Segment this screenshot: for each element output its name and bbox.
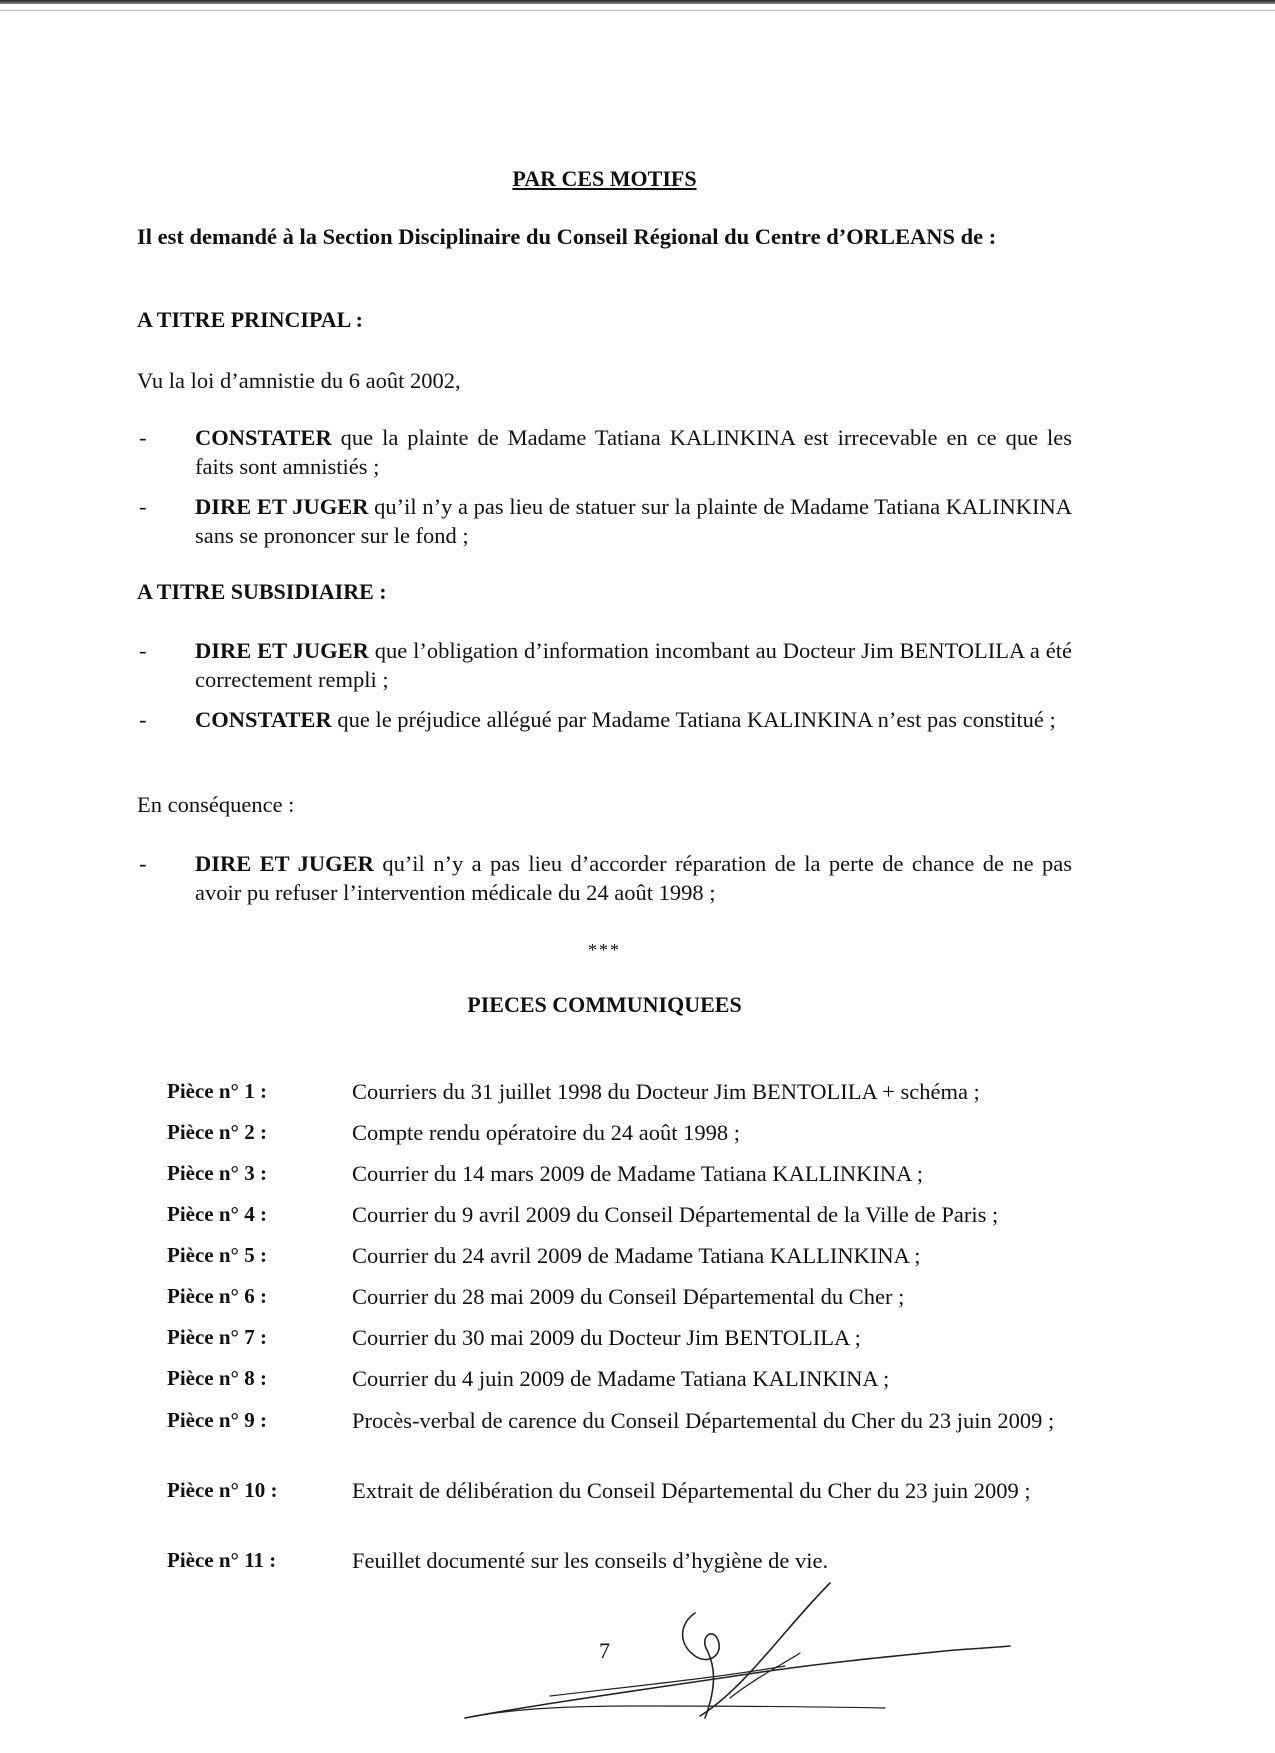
page-number: 7 bbox=[599, 1638, 610, 1663]
principal-heading: A TITRE PRINCIPAL : bbox=[137, 307, 363, 332]
piece-description: Courrier du 28 mai 2009 du Conseil Départemental du Cher ; bbox=[352, 1284, 905, 1309]
piece-label: Pièce n° 11 : bbox=[167, 1548, 277, 1572]
piece-description: Courrier du 9 avril 2009 du Conseil Départemental de la Ville de Paris ; bbox=[352, 1202, 999, 1227]
item-verb: DIRE ET JUGER bbox=[195, 851, 374, 876]
principal-preamble: Vu la loi d’amnistie du 6 août 2002, bbox=[137, 368, 461, 393]
item-text bbox=[195, 423, 1072, 481]
piece-description: Courrier du 14 mars 2009 de Madame Tatiana KALLINKINA ; bbox=[352, 1161, 923, 1186]
piece-label: Pièce n° 3 : bbox=[167, 1161, 267, 1185]
item-verb: CONSTATER bbox=[195, 425, 332, 450]
item-verb: DIRE ET JUGER bbox=[195, 494, 369, 519]
signature-icon bbox=[455, 1578, 1015, 1728]
item-text bbox=[195, 849, 1072, 907]
piece-label: Pièce n° 4 : bbox=[167, 1202, 267, 1226]
dash-marker: - bbox=[139, 638, 147, 663]
intro-paragraph: Il est demandé à la Section Disciplinaire du Conseil Régional du Centre d’ORLEANS de : bbox=[137, 224, 997, 249]
piece-label: Pièce n° 6 : bbox=[167, 1284, 267, 1308]
item-verb: DIRE ET JUGER bbox=[195, 638, 369, 663]
piece-description: Extrait de délibération du Conseil Départemental du Cher du 23 juin 2009 ; bbox=[352, 1478, 1031, 1503]
piece-description: Compte rendu opératoire du 24 août 1998 ; bbox=[352, 1120, 741, 1145]
piece-label: Pièce n° 8 : bbox=[167, 1366, 267, 1390]
dash-marker: - bbox=[139, 851, 147, 876]
item-rest: que l’obligation d’information incombant au Docteur Jim BENTOLILA a été correctement rempli ; bbox=[195, 638, 1072, 692]
item-text bbox=[195, 492, 1072, 550]
item-rest: qu’il n’y a pas lieu d’accorder réparation de la perte de chance de ne pas avoir pu refuser l’intervention médicale du 24 août 1998 ; bbox=[195, 851, 1072, 905]
separator: *** bbox=[588, 940, 621, 960]
piece-description: Procès-verbal de carence du Conseil Départemental du Cher du 23 juin 2009 ; bbox=[352, 1408, 1055, 1433]
item-rest: qu’il n’y a pas lieu de statuer sur la plainte de Madame Tatiana KALINKINA sans se prononcer sur le fond ; bbox=[195, 494, 1072, 548]
item-verb: CONSTATER bbox=[195, 707, 332, 732]
piece-description: Courrier du 4 juin 2009 de Madame Tatiana KALINKINA ; bbox=[352, 1366, 890, 1391]
piece-label: Pièce n° 1 : bbox=[167, 1079, 267, 1103]
piece-label: Pièce n° 9 : bbox=[167, 1408, 267, 1432]
item-rest: que le préjudice allégué par Madame Tatiana KALINKINA n’est pas constitué ; bbox=[331, 707, 1056, 732]
item-text bbox=[195, 636, 1072, 694]
piece-description: Feuillet documenté sur les conseils d’hygiène de vie. bbox=[352, 1548, 829, 1573]
consequence-lead: En conséquence : bbox=[137, 792, 295, 817]
piece-label: Pièce n° 7 : bbox=[167, 1325, 267, 1349]
dash-marker: - bbox=[139, 707, 147, 732]
item-rest: que la plainte de Madame Tatiana KALINKINA est irrecevable en ce que les faits sont amnistiés ; bbox=[195, 425, 1072, 479]
dash-marker: - bbox=[139, 494, 147, 519]
item-text bbox=[195, 705, 1072, 734]
piece-label: Pièce n° 10 : bbox=[167, 1478, 278, 1502]
piece-label: Pièce n° 2 : bbox=[167, 1120, 267, 1144]
piece-label: Pièce n° 5 : bbox=[167, 1243, 267, 1267]
piece-description: Courrier du 30 mai 2009 du Docteur Jim BENTOLILA ; bbox=[352, 1325, 861, 1350]
dash-marker: - bbox=[139, 425, 147, 450]
pieces-heading: PIECES COMMUNIQUEES bbox=[467, 992, 742, 1017]
piece-description: Courrier du 24 avril 2009 de Madame Tatiana KALLINKINA ; bbox=[352, 1243, 921, 1268]
section-title: PAR CES MOTIFS bbox=[512, 166, 697, 191]
subsidiaire-heading: A TITRE SUBSIDIAIRE : bbox=[137, 579, 387, 604]
piece-description: Courriers du 31 juillet 1998 du Docteur Jim BENTOLILA + schéma ; bbox=[352, 1079, 980, 1104]
document-page bbox=[137, 0, 1072, 1753]
